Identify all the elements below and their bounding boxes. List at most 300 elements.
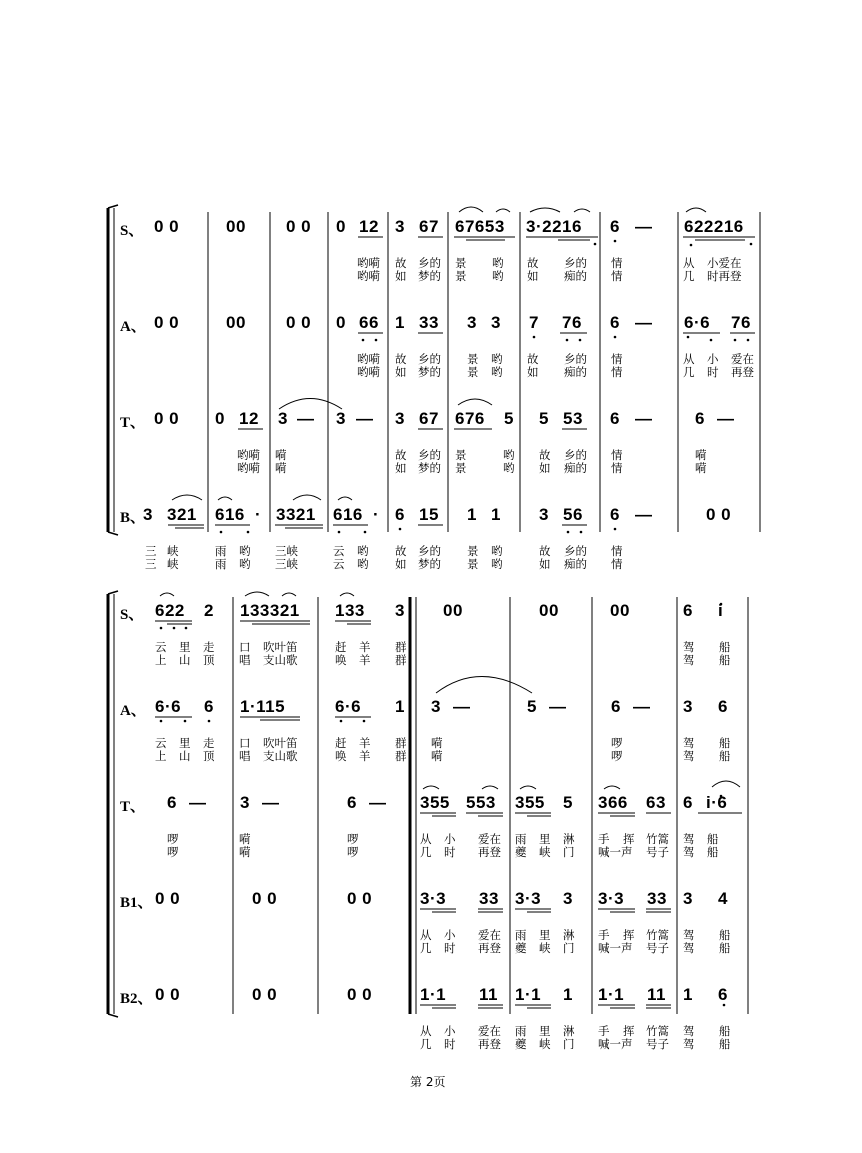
lyric: 门 — [563, 1037, 575, 1051]
note: 1 — [395, 313, 405, 332]
lyric: 号子 — [646, 941, 669, 955]
note: 3321 — [276, 505, 316, 524]
note: 76 — [562, 313, 582, 332]
lyric: 如 — [395, 365, 407, 379]
page-number: 第 2页 — [410, 1075, 446, 1089]
lyric: 雨 — [215, 544, 227, 558]
note: 2 — [204, 601, 214, 620]
note: 3·2216 — [526, 217, 582, 236]
note: 3·3 — [515, 889, 542, 908]
lyric: 啰 — [167, 832, 179, 846]
lyric: 嗬 — [431, 736, 443, 750]
note: 3 — [539, 505, 549, 524]
lyric: 几 — [420, 845, 432, 859]
lyric: 雨 — [515, 928, 527, 942]
lyric: 口 — [239, 736, 251, 750]
lyric: 几 — [683, 269, 695, 283]
lyric: 景 — [467, 544, 479, 558]
note: — — [297, 409, 315, 428]
note: 11 — [647, 985, 666, 1004]
lyric: 哟 — [239, 544, 251, 558]
lyric: 故 — [395, 256, 407, 270]
note: 3·3 — [598, 889, 625, 908]
note: — — [189, 793, 207, 812]
note: 6 — [167, 793, 177, 812]
part-label-alto: A、 — [120, 703, 146, 719]
lyric: 羊 — [359, 653, 371, 667]
note: 3 — [467, 313, 477, 332]
note: 6 — [610, 505, 620, 524]
lyric: 哟 — [491, 365, 503, 379]
lyric: 时 — [444, 941, 456, 955]
lyric: 再登 — [478, 845, 501, 859]
lyric: 驾 — [683, 832, 695, 846]
lyric: 小爱在 — [707, 256, 742, 270]
lyric: 驾 — [683, 928, 695, 942]
lyric: 故 — [527, 352, 539, 366]
lyric: 乡的 — [564, 352, 587, 366]
lyric: 驾 — [683, 653, 695, 667]
note: 355 — [515, 793, 545, 812]
note: 33 — [479, 889, 499, 908]
lyric: 夔 — [515, 941, 527, 955]
lyric: 驾 — [683, 640, 695, 654]
note: 6 — [610, 217, 620, 236]
lyric: 云 — [333, 544, 345, 558]
lyric: 哟 — [491, 352, 503, 366]
note: 3 — [683, 697, 693, 716]
lyric: 群 — [395, 653, 407, 667]
note: 6 — [610, 313, 620, 332]
note: 3 — [143, 505, 153, 524]
lyric: 淋 — [563, 1024, 575, 1038]
note: 6 — [683, 793, 693, 812]
note: 616 — [215, 505, 245, 524]
lyric: 驾 — [683, 1024, 695, 1038]
lyric: 景 — [467, 365, 479, 379]
note: 6 — [718, 985, 728, 1004]
note: 4 — [718, 889, 728, 908]
lyric: 时 — [444, 1037, 456, 1051]
note: 0 0 — [155, 985, 181, 1004]
lyric: 里 — [179, 640, 191, 654]
lyric: 峡 — [539, 845, 551, 859]
lyric: 哟 — [491, 557, 503, 571]
note: 3 — [395, 409, 405, 428]
lyric: 船 — [719, 749, 731, 763]
note: 67653 — [455, 217, 505, 236]
lyric: 峡 — [539, 1037, 551, 1051]
lyric: 雨 — [515, 832, 527, 846]
lyric: 门 — [563, 941, 575, 955]
lyric: 时再登 — [707, 269, 742, 283]
note: 3 — [278, 409, 288, 428]
lyric: 船 — [707, 832, 719, 846]
note: 3 — [395, 601, 405, 620]
note: — — [635, 409, 653, 428]
part-label-soprano: S、 — [120, 607, 144, 623]
lyric: 痴的 — [564, 557, 587, 571]
lyric: 哟 — [503, 448, 515, 462]
lyric: 哟 — [239, 557, 251, 571]
note: i·6 — [706, 793, 728, 812]
lyric: 乡的 — [418, 448, 441, 462]
lyric: 景 — [455, 269, 467, 283]
lyric: 三 — [145, 557, 157, 571]
lyric: 啰 — [611, 749, 623, 763]
lyric: 嗬 — [275, 461, 287, 475]
lyric: 嗬 — [239, 845, 251, 859]
note: 5 — [563, 793, 573, 812]
note: 12 — [359, 217, 379, 236]
note: 0 0 — [286, 313, 312, 332]
note: 0 0 — [347, 889, 373, 908]
lyric: 船 — [719, 640, 731, 654]
note: — — [635, 217, 653, 236]
lyric: 爱在 — [478, 928, 501, 942]
note: 6·6 — [684, 313, 711, 332]
note: 0 — [336, 217, 346, 236]
lyric: 梦的 — [418, 557, 441, 571]
lyric: 从 — [683, 256, 695, 270]
note: 3 — [431, 697, 441, 716]
note: 63 — [646, 793, 666, 812]
lyric: 再登 — [731, 365, 754, 379]
part-label-tenor: T、 — [120, 799, 146, 815]
lyric: 哟嗬 — [237, 448, 260, 462]
note: 11 — [479, 985, 498, 1004]
lyric: 竹篙 — [646, 1024, 669, 1038]
lyric: 里 — [539, 928, 551, 942]
lyric: 羊 — [359, 749, 371, 763]
note: 0 0 — [252, 889, 278, 908]
lyric: 云 — [333, 557, 345, 571]
note: 676 — [455, 409, 485, 428]
lyric: 如 — [527, 269, 539, 283]
lyric: 唤 — [335, 749, 347, 763]
lyric: 山 — [179, 749, 191, 763]
lyric: 哟嗬 — [357, 365, 380, 379]
lyric: 嗬 — [275, 448, 287, 462]
lyric: 故 — [539, 448, 551, 462]
lyric: 竹篙 — [646, 832, 669, 846]
note: 1 — [395, 697, 405, 716]
lyric: 哟 — [357, 544, 369, 558]
lyric: 船 — [707, 845, 719, 859]
lyric: 峡 — [167, 544, 179, 558]
lyric: 走 — [203, 640, 215, 654]
lyric: 峡 — [167, 557, 179, 571]
lyric: 手 — [598, 1024, 610, 1038]
lyric: 乡的 — [418, 544, 441, 558]
lyric: 手 — [598, 928, 610, 942]
note: 3 — [240, 793, 250, 812]
note: 622 — [155, 601, 185, 620]
note: 0 0 — [706, 505, 732, 524]
lyric: 里 — [539, 1024, 551, 1038]
note: — — [549, 697, 567, 716]
lyric: 景 — [467, 352, 479, 366]
lyric: 赶 — [335, 640, 347, 654]
lyric: 夔 — [515, 845, 527, 859]
note: 3 — [563, 889, 573, 908]
lyric: 哟嗬 — [357, 256, 380, 270]
note: 133 — [335, 601, 365, 620]
lyric: 船 — [719, 941, 731, 955]
note: 1 — [563, 985, 573, 1004]
lyric: 赶 — [335, 736, 347, 750]
lyric: 雨 — [515, 1024, 527, 1038]
lyric: 门 — [563, 845, 575, 859]
lyric: 号子 — [646, 1037, 669, 1051]
note: 0 0 — [154, 313, 180, 332]
lyric: 乡的 — [564, 448, 587, 462]
note: 5 — [527, 697, 537, 716]
note: i — [718, 601, 724, 620]
part-label-bass: B、 — [120, 510, 146, 526]
lyric: 啰 — [347, 845, 359, 859]
note: — — [635, 313, 653, 332]
note: 33 — [419, 313, 439, 332]
note: 0 0 — [347, 985, 373, 1004]
lyric: 船 — [719, 928, 731, 942]
lyric: 梦的 — [418, 269, 441, 283]
note: 5 — [504, 409, 514, 428]
note: 3·3 — [420, 889, 447, 908]
lyric: 痴的 — [564, 365, 587, 379]
lyric: 驾 — [683, 941, 695, 955]
note: 6 — [695, 409, 705, 428]
lyric: 哟 — [492, 256, 504, 270]
lyric: 云 — [155, 736, 167, 750]
note: 3 — [491, 313, 501, 332]
lyric: 唱 — [239, 653, 251, 667]
lyric: 乡的 — [418, 256, 441, 270]
lyric: 小 — [444, 832, 456, 846]
lyric: 乡的 — [564, 544, 587, 558]
part-label-bass-1: B1、 — [120, 895, 153, 911]
lyric: 再登 — [478, 941, 501, 955]
note: 366 — [598, 793, 628, 812]
lyric: 唱 — [239, 749, 251, 763]
lyric: 夔 — [515, 1037, 527, 1051]
part-label-soprano: S、 — [120, 223, 144, 239]
lyric: 走 — [203, 736, 215, 750]
lyric: 景 — [455, 448, 467, 462]
lyric: 口 — [239, 640, 251, 654]
lyric: 羊 — [359, 640, 371, 654]
lyric: 唤 — [335, 653, 347, 667]
note: — — [635, 505, 653, 524]
lyric: 哟 — [492, 269, 504, 283]
lyric: 如 — [539, 557, 551, 571]
lyric: 如 — [527, 365, 539, 379]
note: 553 — [466, 793, 496, 812]
lyric: 羊 — [359, 736, 371, 750]
lyric: 梦的 — [418, 461, 441, 475]
lyric: 三 — [145, 544, 157, 558]
lyric: 竹篙 — [646, 928, 669, 942]
note: · — [255, 505, 262, 524]
note: — — [369, 793, 387, 812]
lyric: 从 — [420, 928, 432, 942]
lyric: 吹叶笛 — [263, 640, 298, 654]
lyric: 情 — [611, 557, 623, 571]
note: 00 — [610, 601, 630, 620]
note: — — [356, 409, 374, 428]
note: 67 — [419, 409, 439, 428]
lyric: 时 — [707, 365, 719, 379]
lyric: 群 — [395, 640, 407, 654]
lyric: 喊一声 — [598, 941, 633, 955]
note: 1·1 — [515, 985, 542, 1004]
lyric: 故 — [395, 352, 407, 366]
note: 66 — [359, 313, 379, 332]
note: 355 — [420, 793, 450, 812]
note: 0 — [215, 409, 225, 428]
lyric: 云 — [155, 640, 167, 654]
note: 56 — [563, 505, 583, 524]
note: 1·115 — [240, 697, 286, 716]
lyric: 上 — [155, 749, 167, 763]
lyric: 山 — [179, 653, 191, 667]
lyric: 从 — [420, 832, 432, 846]
note: 33 — [647, 889, 667, 908]
lyric: 嗬 — [239, 832, 251, 846]
lyric: 几 — [420, 1037, 432, 1051]
note: 0 0 — [155, 889, 181, 908]
lyric: 故 — [527, 256, 539, 270]
note: 00 — [226, 313, 246, 332]
lyric: 里 — [179, 736, 191, 750]
lyric: 乡的 — [564, 256, 587, 270]
lyric: 喊一声 — [598, 1037, 633, 1051]
lyric: 里 — [539, 832, 551, 846]
note: 53 — [563, 409, 583, 428]
lyric: 船 — [719, 736, 731, 750]
note: 0 0 — [154, 217, 180, 236]
lyric: 景 — [455, 461, 467, 475]
part-label-alto: A、 — [120, 319, 146, 335]
note: 616 — [333, 505, 363, 524]
lyric: 乡的 — [418, 352, 441, 366]
lyric: 峡 — [539, 941, 551, 955]
note: 6 — [683, 601, 693, 620]
lyric: 嗬 — [695, 461, 707, 475]
part-label-bass-2: B2、 — [120, 991, 153, 1007]
lyric: 哟嗬 — [357, 269, 380, 283]
lyric: 痴的 — [564, 269, 587, 283]
lyric: 船 — [719, 653, 731, 667]
note: 1·1 — [420, 985, 447, 1004]
lyric: 支山歌 — [263, 653, 298, 667]
lyric: 爱在 — [478, 1024, 501, 1038]
lyric: 啰 — [347, 832, 359, 846]
lyric: 三峡 — [275, 557, 298, 571]
lyric: 哟 — [357, 557, 369, 571]
lyric: 小 — [444, 1024, 456, 1038]
lyric: 上 — [155, 653, 167, 667]
note: — — [633, 697, 651, 716]
lyric: 几 — [683, 365, 695, 379]
note: 0 — [336, 313, 346, 332]
lyric: 故 — [395, 448, 407, 462]
note: 7 — [529, 313, 539, 332]
note: 1·1 — [598, 985, 625, 1004]
lyric: 情 — [611, 269, 623, 283]
note: 6 — [395, 505, 405, 524]
lyric: 嗬 — [431, 749, 443, 763]
lyric: 情 — [611, 365, 623, 379]
lyric: 船 — [719, 1037, 731, 1051]
lyric: 顶 — [203, 749, 215, 763]
note: 6 — [611, 697, 621, 716]
lyric: 顶 — [203, 653, 215, 667]
lyric: 淋 — [563, 928, 575, 942]
note: — — [453, 697, 471, 716]
note: 15 — [419, 505, 439, 524]
lyric: 嗬 — [695, 448, 707, 462]
lyric: 故 — [539, 544, 551, 558]
lyric: 哟嗬 — [357, 352, 380, 366]
lyric: 情 — [611, 352, 623, 366]
lyric: 故 — [395, 544, 407, 558]
lyric: 淋 — [563, 832, 575, 846]
part-label-tenor: T、 — [120, 415, 146, 431]
lyric: 小 — [444, 928, 456, 942]
note: — — [262, 793, 280, 812]
lyric: 几 — [420, 941, 432, 955]
lyric: 哟 — [503, 461, 515, 475]
lyric: 挥 — [623, 928, 635, 942]
lyric: 梦的 — [418, 365, 441, 379]
lyric: 啰 — [167, 845, 179, 859]
lyric: 驾 — [683, 749, 695, 763]
note: 321 — [167, 505, 197, 524]
lyric: 爱在 — [478, 832, 501, 846]
note: 6·6 — [155, 697, 182, 716]
lyric: 哟嗬 — [237, 461, 260, 475]
note: 1 — [683, 985, 693, 1004]
lyric: 吹叶笛 — [263, 736, 298, 750]
lyric: 雨 — [215, 557, 227, 571]
note: 3 — [395, 217, 405, 236]
note: — — [717, 409, 735, 428]
note: 0 0 — [154, 409, 180, 428]
lyric: 群 — [395, 749, 407, 763]
lyric: 情 — [611, 256, 623, 270]
note: 67 — [419, 217, 439, 236]
note: 00 — [539, 601, 559, 620]
lyric: 从 — [683, 352, 695, 366]
lyric: 哟 — [491, 544, 503, 558]
lyric: 手 — [598, 832, 610, 846]
lyric: 痴的 — [564, 461, 587, 475]
note: 622216 — [684, 217, 744, 236]
lyric: 从 — [420, 1024, 432, 1038]
lyric: 挥 — [623, 832, 635, 846]
note: 00 — [226, 217, 246, 236]
lyric: 啰 — [611, 736, 623, 750]
lyric: 船 — [719, 1024, 731, 1038]
note: 6 — [204, 697, 214, 716]
note: · — [373, 505, 380, 524]
lyric: 三峡 — [275, 544, 298, 558]
lyric: 如 — [395, 461, 407, 475]
lyric: 喊一声 — [598, 845, 633, 859]
lyric: 如 — [395, 269, 407, 283]
note: 133321 — [240, 601, 300, 620]
